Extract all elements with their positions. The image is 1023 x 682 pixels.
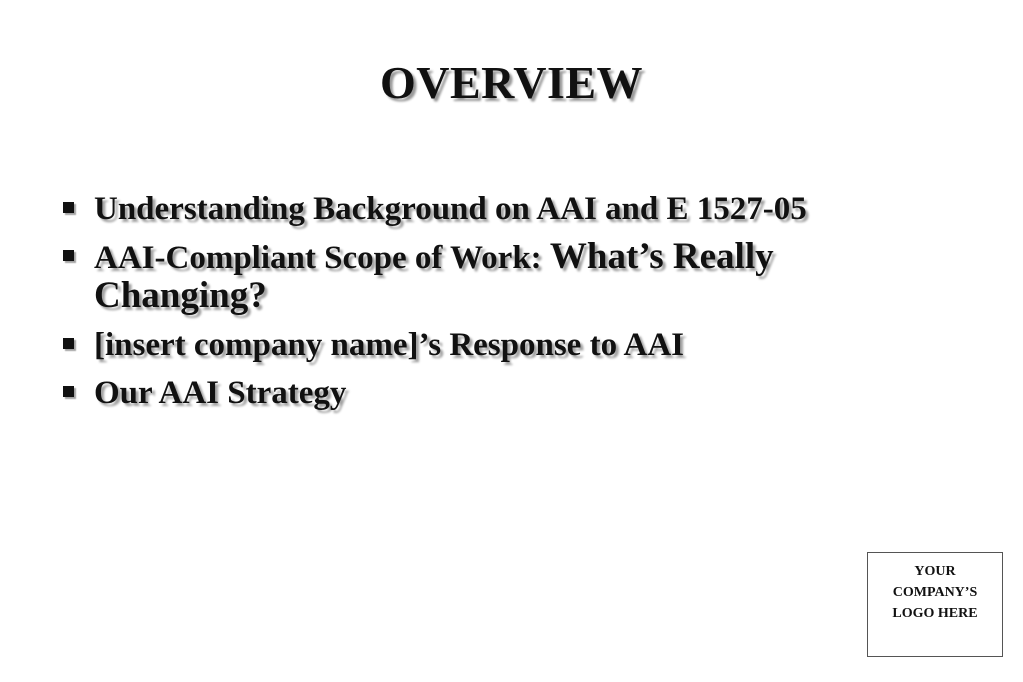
bullet-text-emphasis: What’s Really <box>549 236 774 277</box>
bullet-item <box>58 238 958 316</box>
slide-title: OVERVIEW <box>379 57 644 108</box>
logo-line: YOUR <box>914 564 956 579</box>
bullet-text: AAI-Compliant Scope of Work: <box>94 240 550 276</box>
logo-line: LOGO HERE <box>892 606 978 621</box>
bullet-text-continuation: Changing? <box>94 275 267 316</box>
square-bullet-icon <box>63 386 74 397</box>
bullet-text: [insert company name]’s Response to AAI <box>94 327 685 363</box>
square-bullet-icon <box>63 202 74 213</box>
bullet-item <box>58 190 958 228</box>
bullet-item <box>58 326 958 364</box>
bullet-text: Understanding Background on AAI and E 1527-05 <box>94 191 807 227</box>
square-bullet-icon <box>63 338 74 349</box>
bullet-item <box>58 374 958 412</box>
square-bullet-icon <box>63 250 74 261</box>
logo-line: COMPANY’S <box>892 585 978 600</box>
logo-placeholder <box>867 552 1003 657</box>
bullet-text: Our AAI Strategy <box>94 375 347 411</box>
bullet-list <box>58 190 958 422</box>
